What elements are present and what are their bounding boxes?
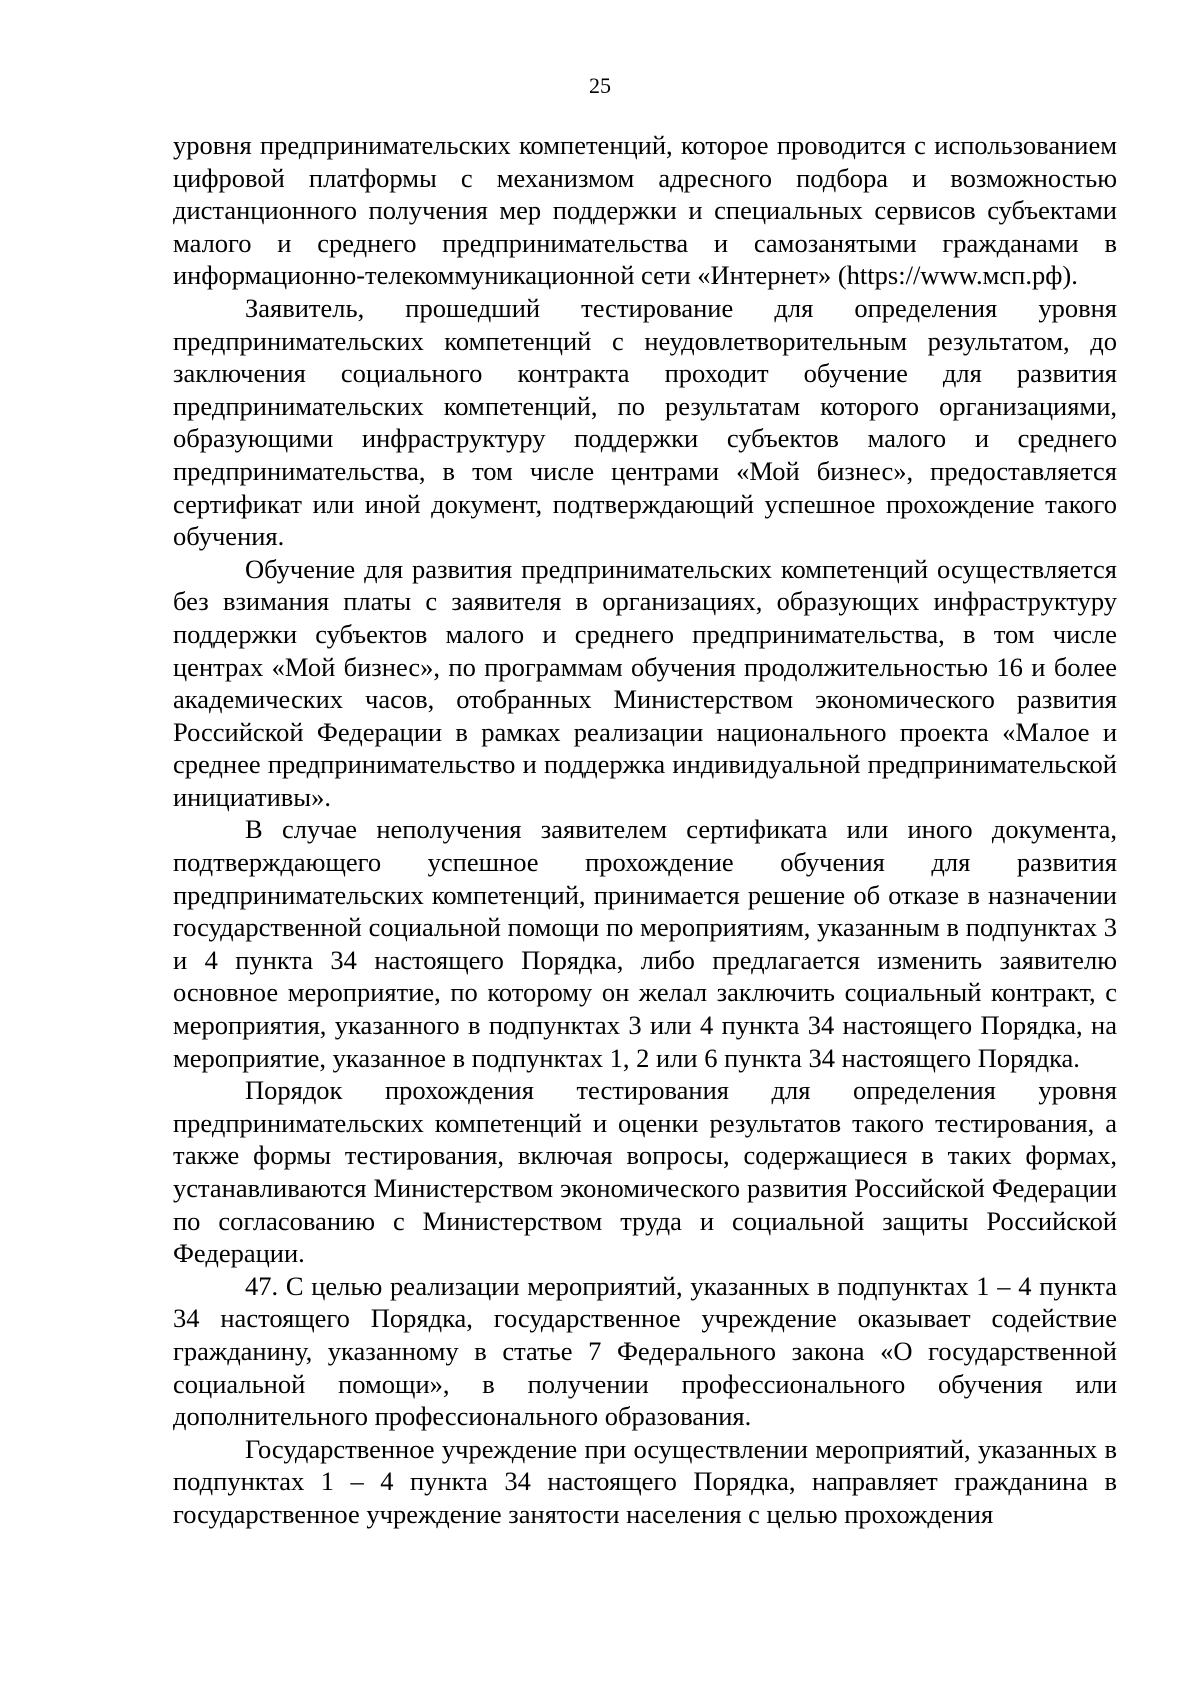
page-number: 25	[589, 73, 611, 98]
paragraph-continuation: уровня предпринимательских компетенций, которое проводится с использованием цифровой платформы с механизмом адресного подбора и возможностью дистанционного получения мер поддержки и специальных сервисов субъектами малого и среднего предпринимательства и самозанятыми гражданами в информационно-телекоммуникационной сети «Интернет» (https://www.мсп.рф).	[173, 130, 1117, 291]
paragraph-item-47: 47. С целью реализации мероприятий, указанных в подпунктах 1 – 4 пункта 34 настоящего Порядка, государственное учреждение оказывает содействие гражданину, указанному в статье 7 Федерального закона «О государственной социальной помощи», в получении профессионального обучения или дополнительного профессионального образования.	[173, 1270, 1117, 1432]
paragraph-training: Обучение для развития предпринимательских компетенций осуществляется без взимания платы с заявителя в организациях, образующих инфраструктуру поддержки субъектов малого и среднего предпринимательства, в том числе центрах «Мой бизнес», по программам обучения продолжительностью 16 и более академических часов, отобранных Министерством экономического развития Российской Федерации в рамках реализации национального проекта «Малое и среднее предпринимательство и поддержка индивидуальной предпринимательской инициативы».	[173, 553, 1117, 812]
paragraph-testing-procedure: Порядок прохождения тестирования для определения уровня предпринимательских компетенций и оценки результатов такого тестирования, а также формы тестирования, включая вопросы, содержащиеся в таких формах, устанавливаются Министерством экономического развития Российской Федерации по согласованию с Министерством труда и социальной защиты Российской Федерации.	[173, 1075, 1117, 1269]
paragraph-applicant-testing: Заявитель, прошедший тестирование для определения уровня предпринимательских компетенций с неудовлетворительным результатом, до заключения социального контракта проходит обучение для развития предпринимательских компетенций, по результатам которого организациями, образующими инфраструктуру поддержки субъектов малого и среднего предпринимательства, в том числе центрами «Мой бизнес», предоставляется сертификат или иной документ, подтверждающий успешное прохождение такого обучения.	[173, 292, 1117, 552]
paragraph-certificate-refusal: В случае неполучения заявителем сертификата или иного документа, подтверждающего успешное прохождение обучения для развития предпринимательских компетенций, принимается решение об отказе в назначении государственной социальной помощи по мероприятиям, указанным в подпунктах 3 и 4 пункта 34 настоящего Порядка, либо предлагается изменить заявителю основное мероприятие, по которому он желал заключить социальный контракт, с мероприятия, указанного в подпунктах 3 или 4 пункта 34 настоящего Порядка, на мероприятие, указанное в подпунктах 1, 2 или 6 пункта 34 настоящего Порядка.	[173, 814, 1117, 1073]
paragraph-state-institution: Государственное учреждение при осуществлении мероприятий, указанных в подпунктах 1 – 4 пункта 34 настоящего Порядка, направляет гражданина в государственное учреждение занятости населения с целью прохождения	[173, 1433, 1117, 1529]
document-body	[173, 129, 1117, 1531]
